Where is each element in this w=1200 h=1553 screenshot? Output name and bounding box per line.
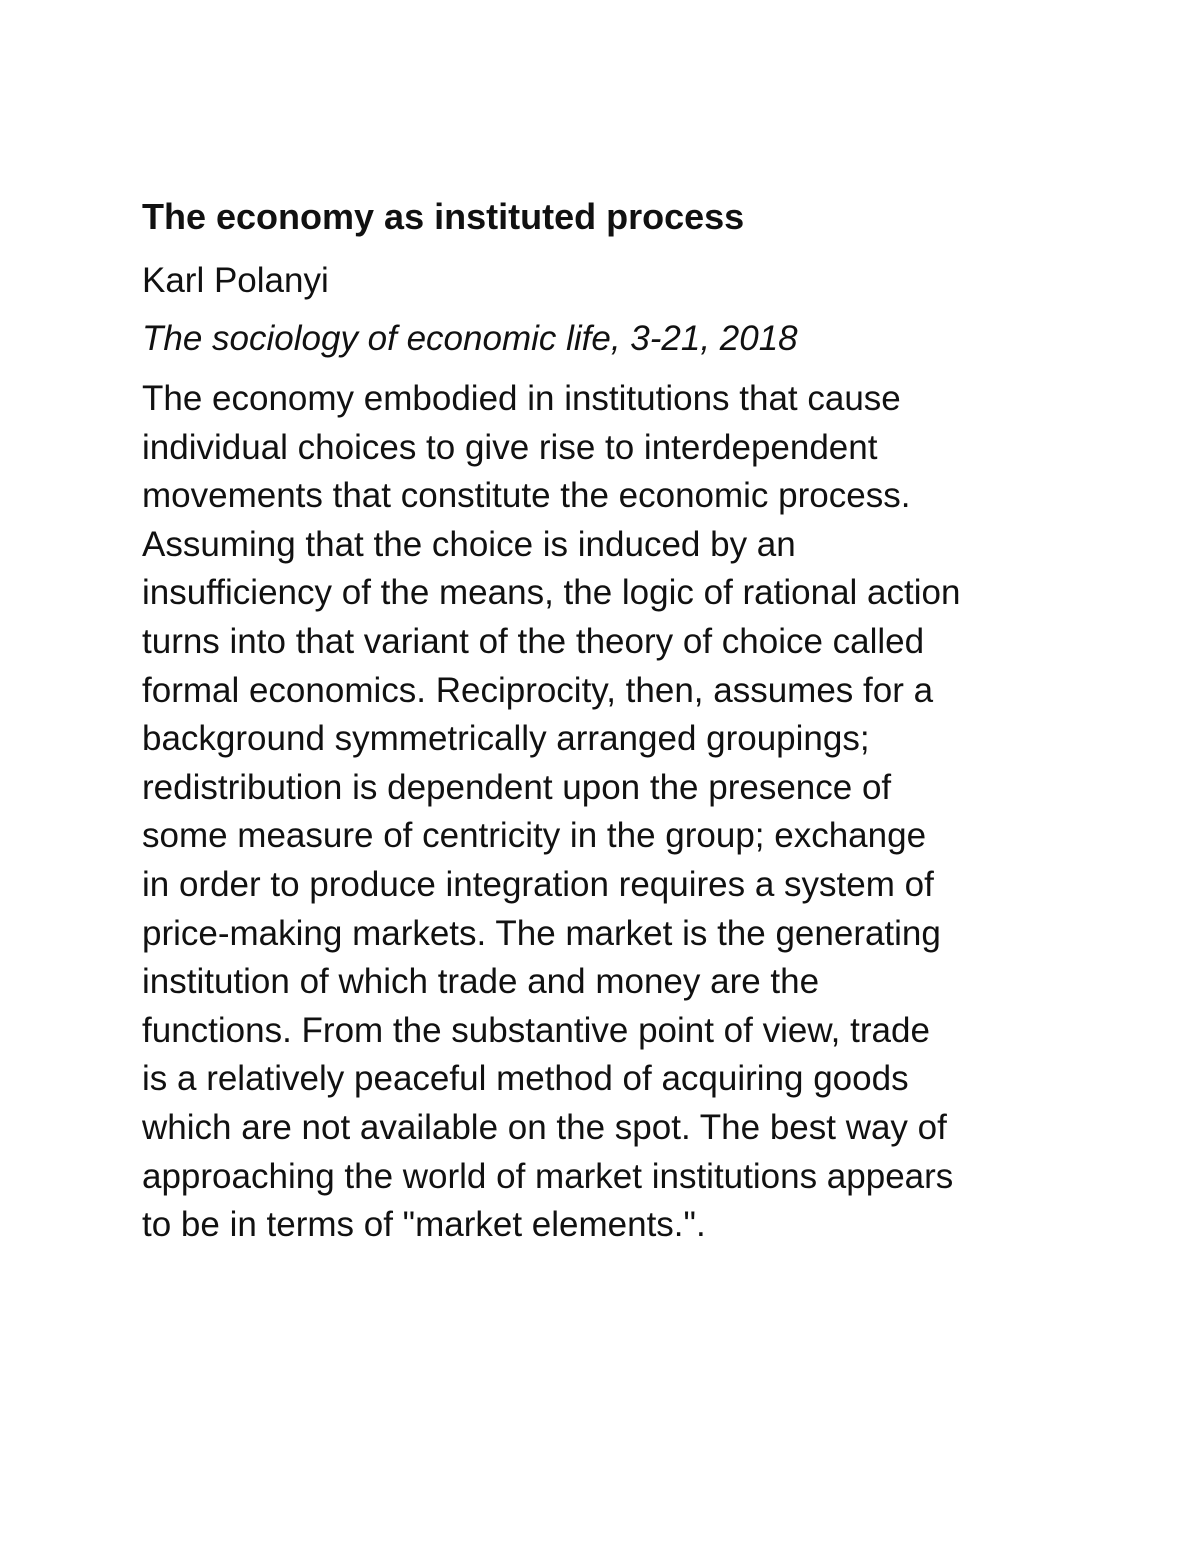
abstract-line: turns into that variant of the theory of choice called bbox=[142, 621, 925, 661]
abstract-body bbox=[142, 375, 1072, 1250]
author-name: Karl Polanyi bbox=[142, 261, 329, 300]
abstract-line: to be in terms of "market elements.". bbox=[142, 1205, 706, 1245]
abstract-line: redistribution is dependent upon the presence of bbox=[142, 767, 892, 807]
document-title: The economy as instituted process bbox=[142, 196, 745, 237]
abstract-line: price-making markets. The market is the generating bbox=[142, 913, 941, 953]
document-page bbox=[142, 193, 1072, 1250]
abstract-line: functions. From the substantive point of view, trade bbox=[142, 1010, 930, 1050]
abstract-line: insufficiency of the means, the logic of rational action bbox=[142, 573, 961, 613]
abstract-line: individual choices to give rise to interdependent bbox=[142, 427, 878, 467]
abstract-line: The economy embodied in institutions that cause bbox=[142, 379, 901, 418]
abstract-line: background symmetrically arranged groupings; bbox=[142, 719, 870, 759]
abstract-line: some measure of centricity in the group; exchange bbox=[142, 816, 927, 856]
abstract-line: is a relatively peaceful method of acquiring goods bbox=[142, 1059, 909, 1099]
abstract-line: institution of which trade and money are the bbox=[142, 962, 820, 1002]
abstract-line: Assuming that the choice is induced by an bbox=[142, 524, 796, 564]
abstract-line: movements that constitute the economic process. bbox=[142, 476, 911, 516]
abstract-line: formal economics. Reciprocity, then, assumes for a bbox=[142, 670, 934, 710]
abstract-line: in order to produce integration requires a system of bbox=[142, 864, 934, 904]
citation: The sociology of economic life, 3-21, 2018 bbox=[142, 319, 798, 358]
abstract-line: approaching the world of market institutions appears bbox=[142, 1156, 954, 1196]
abstract-line: which are not available on the spot. The best way of bbox=[142, 1107, 947, 1147]
